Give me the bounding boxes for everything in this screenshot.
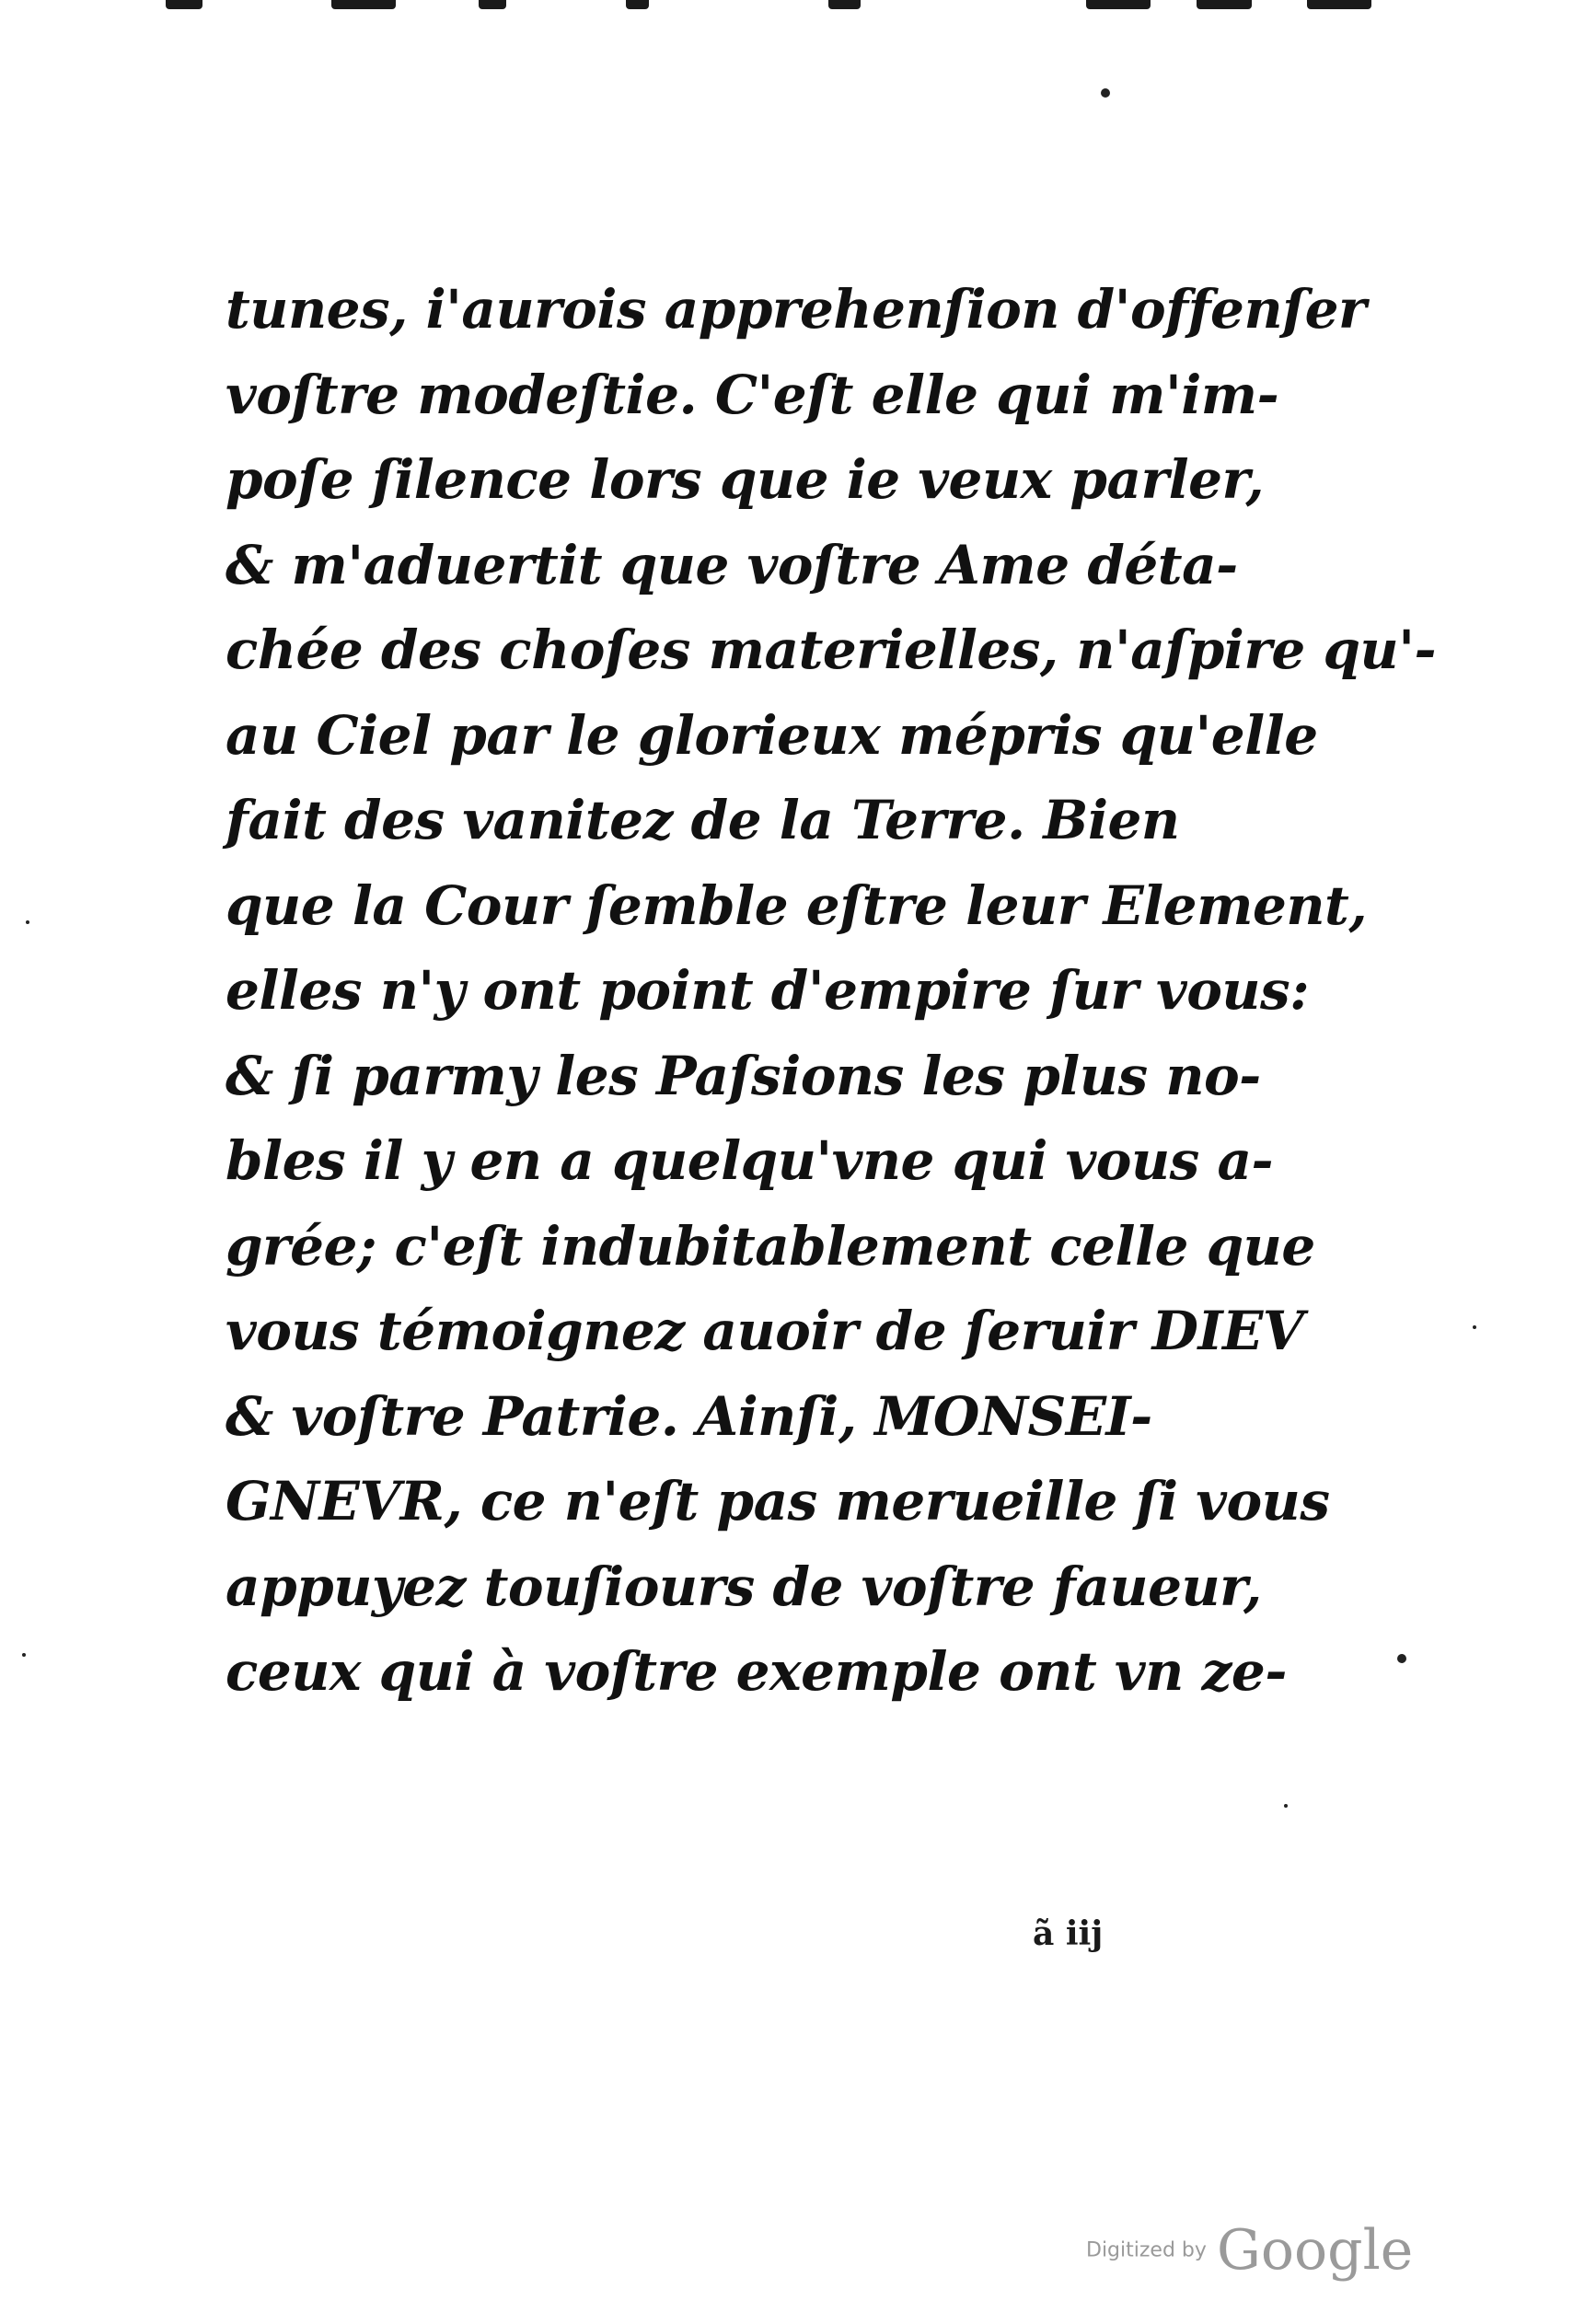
text-line: fait des vanitez de la Terre. Bien <box>226 789 1180 851</box>
text-line: poſe ſilence lors que ie veux parler, <box>226 448 1265 511</box>
google-logo-text: Google <box>1217 2218 1414 2283</box>
body-text <box>226 267 1437 1715</box>
ink-speck <box>1397 1654 1406 1663</box>
signature-mark: ã iij <box>1033 1914 1104 1953</box>
text-line: chée des choſes materielles, n'aſpire qu'- <box>226 619 1437 681</box>
ink-speck <box>1284 1804 1288 1808</box>
text-line: voſtre modeſtie. C'eſt elle qui m'im- <box>226 363 1279 426</box>
watermark-prefix: Digitized by <box>1086 2238 1207 2262</box>
text-line: GNEVR, ce n'eſt pas merueille ſi vous <box>226 1470 1330 1532</box>
text-line: que la Cour ſemble eſtre leur Element, <box>226 873 1368 937</box>
text-line: au Ciel par le glorieux mépris qu'elle <box>226 703 1318 767</box>
ink-speck <box>1101 88 1110 98</box>
text-line: & ſi parmy les Paſsions les plus no- <box>226 1044 1261 1107</box>
text-line: appuyez touſiours de voſtre faueur, <box>226 1555 1262 1618</box>
ink-speck <box>26 920 29 924</box>
digitized-watermark <box>1086 2218 1413 2283</box>
top-edge-text-fragment <box>0 0 1596 17</box>
text-line: ceux qui à voſtre exemple ont vn ze- <box>226 1640 1287 1703</box>
text-line: elles n'y ont point d'empire ſur vous: <box>226 959 1310 1022</box>
text-line: & voſtre Patrie. Ainſi, MONSEI- <box>226 1384 1152 1448</box>
text-line: vous témoignez auoir de ſeruir DIEV <box>226 1300 1304 1362</box>
ink-speck <box>22 1653 26 1657</box>
text-line: & m'aduertit que voſtre Ame déta- <box>226 533 1238 596</box>
ink-speck <box>1473 1325 1476 1329</box>
text-line: tunes, i'aurois apprehenſion d'offenſer <box>226 278 1367 341</box>
text-line: grée; c'eſt indubitablement celle que <box>226 1214 1315 1278</box>
text-line: bles il y en a quelqu'vne qui vous a- <box>226 1129 1274 1192</box>
